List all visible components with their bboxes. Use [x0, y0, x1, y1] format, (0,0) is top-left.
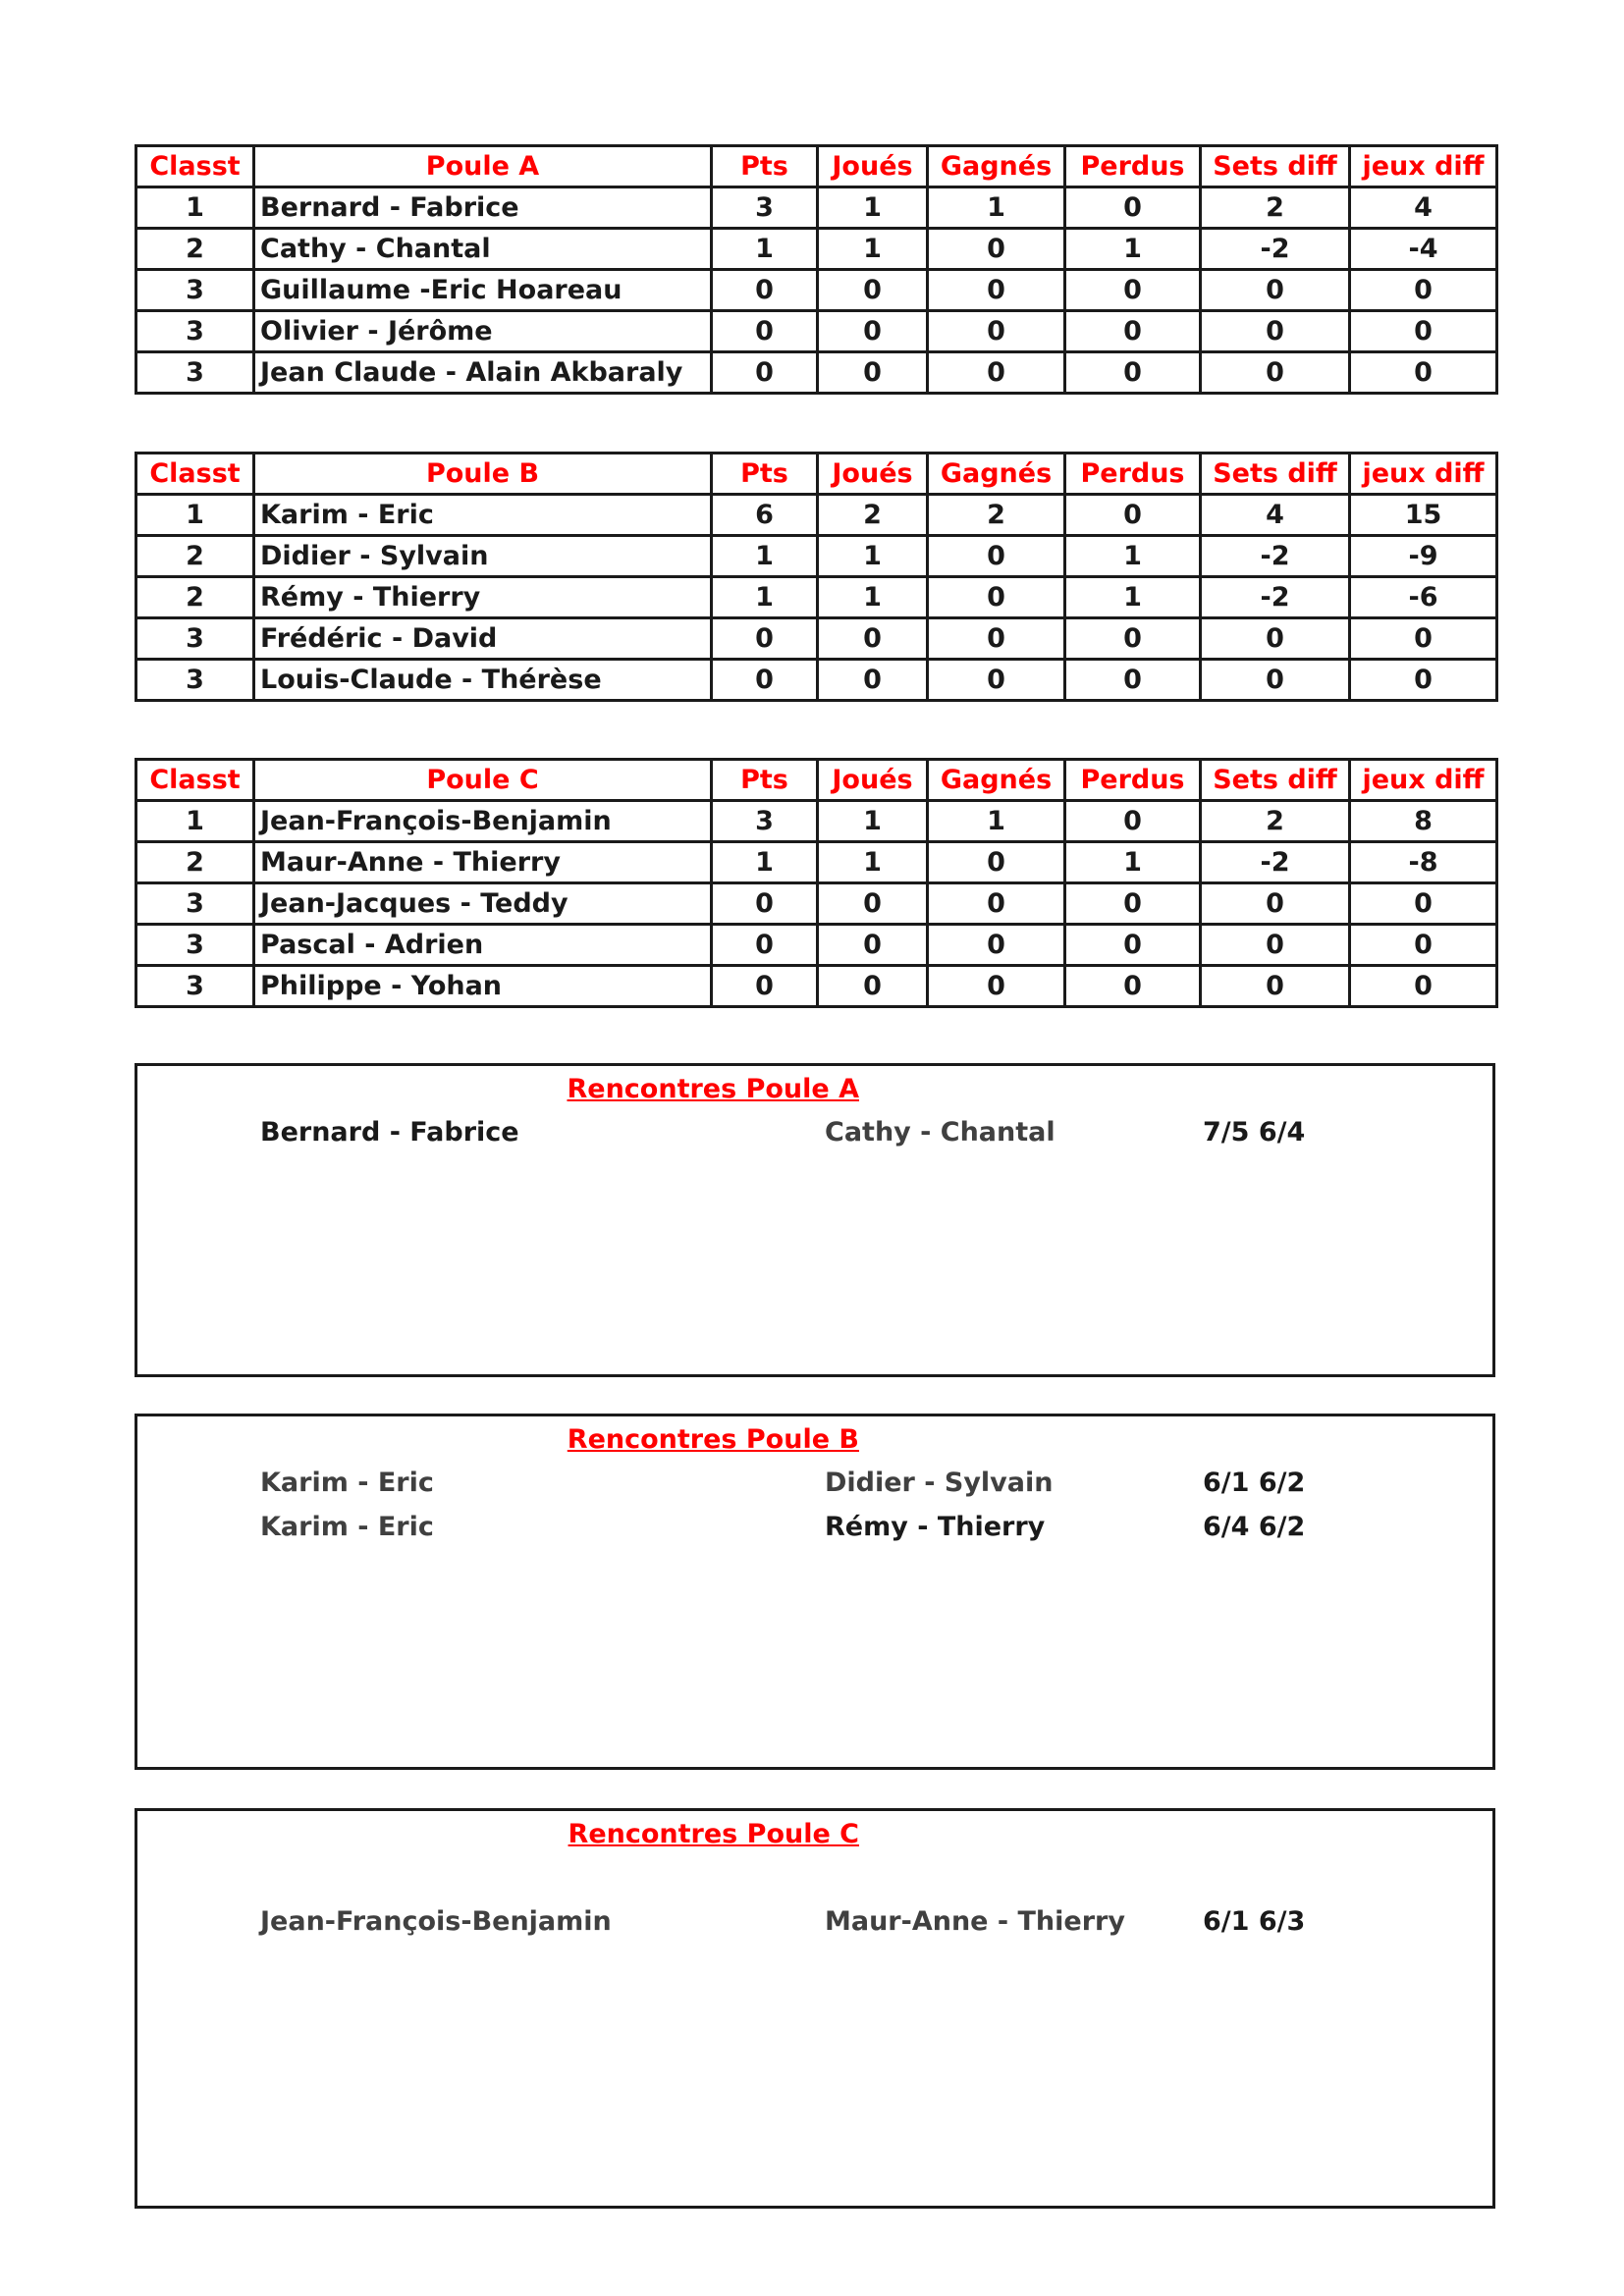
won-cell: 0 — [928, 311, 1065, 352]
table-row — [136, 966, 1497, 1007]
header-gagnes: Gagnés — [928, 146, 1065, 187]
won-cell: 0 — [928, 842, 1065, 883]
pts-cell: 1 — [712, 842, 818, 883]
won-cell: 0 — [928, 577, 1065, 618]
sets-cell: 2 — [1201, 801, 1350, 842]
won-cell: 0 — [928, 352, 1065, 394]
rank-cell: 3 — [136, 352, 254, 394]
match-row — [137, 1512, 1492, 1551]
games-cell: 0 — [1350, 883, 1497, 925]
lost-cell: 1 — [1065, 842, 1201, 883]
sets-cell: 0 — [1201, 883, 1350, 925]
won-cell: 0 — [928, 966, 1065, 1007]
header-joues: Joués — [818, 454, 928, 495]
sets-cell: -2 — [1201, 577, 1350, 618]
lost-cell: 0 — [1065, 187, 1201, 229]
matches-title: Rencontres Poule A — [567, 1074, 859, 1104]
header-pts: Pts — [712, 760, 818, 801]
won-cell: 2 — [928, 495, 1065, 536]
played-cell: 1 — [818, 536, 928, 577]
table-row — [136, 801, 1497, 842]
header-gagnes: Gagnés — [928, 760, 1065, 801]
games-cell: -9 — [1350, 536, 1497, 577]
pts-cell: 0 — [712, 660, 818, 701]
lost-cell: 1 — [1065, 536, 1201, 577]
played-cell: 1 — [818, 229, 928, 270]
games-cell: 0 — [1350, 660, 1497, 701]
won-cell: 1 — [928, 801, 1065, 842]
lost-cell: 0 — [1065, 495, 1201, 536]
pts-cell: 3 — [712, 187, 818, 229]
team-cell: Jean-François-Benjamin — [254, 801, 712, 842]
sets-cell: 2 — [1201, 187, 1350, 229]
played-cell: 0 — [818, 270, 928, 311]
table-row — [136, 495, 1497, 536]
team-cell: Guillaume -Eric Hoareau — [254, 270, 712, 311]
matches-box-poule-a — [135, 1063, 1495, 1377]
lost-cell: 0 — [1065, 270, 1201, 311]
sets-cell: 0 — [1201, 660, 1350, 701]
header-pool-name: Poule C — [254, 760, 712, 801]
header-joues: Joués — [818, 760, 928, 801]
rank-cell: 3 — [136, 618, 254, 660]
header-classt: Classt — [136, 146, 254, 187]
table-header-row — [136, 760, 1497, 801]
table-row — [136, 352, 1497, 394]
table-row — [136, 311, 1497, 352]
team-cell: Olivier - Jérôme — [254, 311, 712, 352]
match-row — [137, 1906, 1492, 1946]
header-pts: Pts — [712, 454, 818, 495]
played-cell: 1 — [818, 842, 928, 883]
played-cell: 0 — [818, 925, 928, 966]
team-cell: Rémy - Thierry — [254, 577, 712, 618]
match-player-1: Bernard - Fabrice — [260, 1117, 519, 1148]
rank-cell: 3 — [136, 311, 254, 352]
played-cell: 0 — [818, 883, 928, 925]
pts-cell: 3 — [712, 801, 818, 842]
lost-cell: 1 — [1065, 577, 1201, 618]
sets-cell: 0 — [1201, 270, 1350, 311]
team-cell: Frédéric - David — [254, 618, 712, 660]
games-cell: 8 — [1350, 801, 1497, 842]
team-cell: Jean Claude - Alain Akbaraly — [254, 352, 712, 394]
rank-cell: 2 — [136, 536, 254, 577]
rank-cell: 2 — [136, 229, 254, 270]
match-score: 7/5 6/4 — [1203, 1117, 1306, 1148]
games-cell: 0 — [1350, 925, 1497, 966]
played-cell: 1 — [818, 187, 928, 229]
pts-cell: 0 — [712, 352, 818, 394]
won-cell: 1 — [928, 187, 1065, 229]
won-cell: 0 — [928, 229, 1065, 270]
header-perdus: Perdus — [1065, 760, 1201, 801]
lost-cell: 0 — [1065, 311, 1201, 352]
table-row — [136, 270, 1497, 311]
pts-cell: 0 — [712, 270, 818, 311]
team-cell: Bernard - Fabrice — [254, 187, 712, 229]
games-cell: 0 — [1350, 966, 1497, 1007]
pts-cell: 0 — [712, 925, 818, 966]
rank-cell: 3 — [136, 270, 254, 311]
won-cell: 0 — [928, 925, 1065, 966]
header-perdus: Perdus — [1065, 146, 1201, 187]
pts-cell: 0 — [712, 618, 818, 660]
header-pts: Pts — [712, 146, 818, 187]
won-cell: 0 — [928, 536, 1065, 577]
table-row — [136, 536, 1497, 577]
team-cell: Maur-Anne - Thierry — [254, 842, 712, 883]
sets-cell: -2 — [1201, 536, 1350, 577]
played-cell: 0 — [818, 352, 928, 394]
sets-cell: 0 — [1201, 966, 1350, 1007]
lost-cell: 1 — [1065, 229, 1201, 270]
header-jeux-diff: jeux diff — [1350, 454, 1497, 495]
sets-cell: 0 — [1201, 311, 1350, 352]
games-cell: -4 — [1350, 229, 1497, 270]
games-cell: 0 — [1350, 352, 1497, 394]
match-player-2: Cathy - Chantal — [825, 1117, 1056, 1148]
won-cell: 0 — [928, 883, 1065, 925]
header-pool-name: Poule B — [254, 454, 712, 495]
sets-cell: -2 — [1201, 842, 1350, 883]
header-pool-name: Poule A — [254, 146, 712, 187]
header-perdus: Perdus — [1065, 454, 1201, 495]
rank-cell: 3 — [136, 966, 254, 1007]
lost-cell: 0 — [1065, 925, 1201, 966]
rank-cell: 3 — [136, 925, 254, 966]
table-row — [136, 229, 1497, 270]
table-row — [136, 618, 1497, 660]
matches-title: Rencontres Poule C — [568, 1819, 859, 1849]
match-player-2: Maur-Anne - Thierry — [825, 1906, 1125, 1937]
match-player-2: Didier - Sylvain — [825, 1468, 1054, 1498]
won-cell: 0 — [928, 618, 1065, 660]
matches-box-poule-c — [135, 1808, 1495, 2209]
matches-box-poule-b — [135, 1414, 1495, 1770]
rank-cell: 2 — [136, 842, 254, 883]
team-cell: Karim - Eric — [254, 495, 712, 536]
match-player-2: Rémy - Thierry — [825, 1512, 1046, 1542]
sets-cell: 4 — [1201, 495, 1350, 536]
played-cell: 1 — [818, 801, 928, 842]
games-cell: 0 — [1350, 618, 1497, 660]
match-score: 6/1 6/3 — [1203, 1906, 1306, 1937]
team-cell: Louis-Claude - Thérèse — [254, 660, 712, 701]
header-classt: Classt — [136, 760, 254, 801]
won-cell: 0 — [928, 270, 1065, 311]
sets-cell: 0 — [1201, 352, 1350, 394]
header-joues: Joués — [818, 146, 928, 187]
header-sets-diff: Sets diff — [1201, 146, 1350, 187]
team-cell: Didier - Sylvain — [254, 536, 712, 577]
sets-cell: 0 — [1201, 618, 1350, 660]
lost-cell: 0 — [1065, 352, 1201, 394]
match-score: 6/1 6/2 — [1203, 1468, 1306, 1498]
pts-cell: 1 — [712, 577, 818, 618]
played-cell: 0 — [818, 618, 928, 660]
played-cell: 0 — [818, 966, 928, 1007]
sets-cell: -2 — [1201, 229, 1350, 270]
table-row — [136, 883, 1497, 925]
games-cell: 0 — [1350, 270, 1497, 311]
table-row — [136, 577, 1497, 618]
played-cell: 1 — [818, 577, 928, 618]
rank-cell: 3 — [136, 660, 254, 701]
lost-cell: 0 — [1065, 801, 1201, 842]
team-cell: Cathy - Chantal — [254, 229, 712, 270]
pts-cell: 1 — [712, 536, 818, 577]
played-cell: 2 — [818, 495, 928, 536]
standings-table-poule-b — [135, 452, 1498, 702]
games-cell: -8 — [1350, 842, 1497, 883]
pts-cell: 1 — [712, 229, 818, 270]
rank-cell: 1 — [136, 495, 254, 536]
table-row — [136, 660, 1497, 701]
match-row — [137, 1468, 1492, 1507]
pts-cell: 0 — [712, 883, 818, 925]
header-jeux-diff: jeux diff — [1350, 760, 1497, 801]
pts-cell: 0 — [712, 311, 818, 352]
table-row — [136, 187, 1497, 229]
games-cell: 4 — [1350, 187, 1497, 229]
team-cell: Pascal - Adrien — [254, 925, 712, 966]
rank-cell: 3 — [136, 883, 254, 925]
match-player-1: Karim - Eric — [260, 1468, 434, 1498]
pts-cell: 6 — [712, 495, 818, 536]
header-gagnes: Gagnés — [928, 454, 1065, 495]
rank-cell: 1 — [136, 187, 254, 229]
standings-table-poule-c — [135, 758, 1498, 1008]
games-cell: 0 — [1350, 311, 1497, 352]
team-cell: Philippe - Yohan — [254, 966, 712, 1007]
header-sets-diff: Sets diff — [1201, 454, 1350, 495]
lost-cell: 0 — [1065, 883, 1201, 925]
games-cell: -6 — [1350, 577, 1497, 618]
standings-table-poule-a — [135, 144, 1498, 395]
header-classt: Classt — [136, 454, 254, 495]
won-cell: 0 — [928, 660, 1065, 701]
pts-cell: 0 — [712, 966, 818, 1007]
played-cell: 0 — [818, 311, 928, 352]
team-cell: Jean-Jacques - Teddy — [254, 883, 712, 925]
games-cell: 15 — [1350, 495, 1497, 536]
matches-title: Rencontres Poule B — [567, 1424, 859, 1455]
match-player-1: Karim - Eric — [260, 1512, 434, 1542]
table-header-row — [136, 454, 1497, 495]
header-sets-diff: Sets diff — [1201, 760, 1350, 801]
table-row — [136, 842, 1497, 883]
lost-cell: 0 — [1065, 618, 1201, 660]
lost-cell: 0 — [1065, 660, 1201, 701]
table-row — [136, 925, 1497, 966]
header-jeux-diff: jeux diff — [1350, 146, 1497, 187]
match-score: 6/4 6/2 — [1203, 1512, 1306, 1542]
played-cell: 0 — [818, 660, 928, 701]
rank-cell: 1 — [136, 801, 254, 842]
table-header-row — [136, 146, 1497, 187]
rank-cell: 2 — [136, 577, 254, 618]
lost-cell: 0 — [1065, 966, 1201, 1007]
match-player-1: Jean-François-Benjamin — [260, 1906, 612, 1937]
match-row — [137, 1117, 1492, 1156]
sets-cell: 0 — [1201, 925, 1350, 966]
